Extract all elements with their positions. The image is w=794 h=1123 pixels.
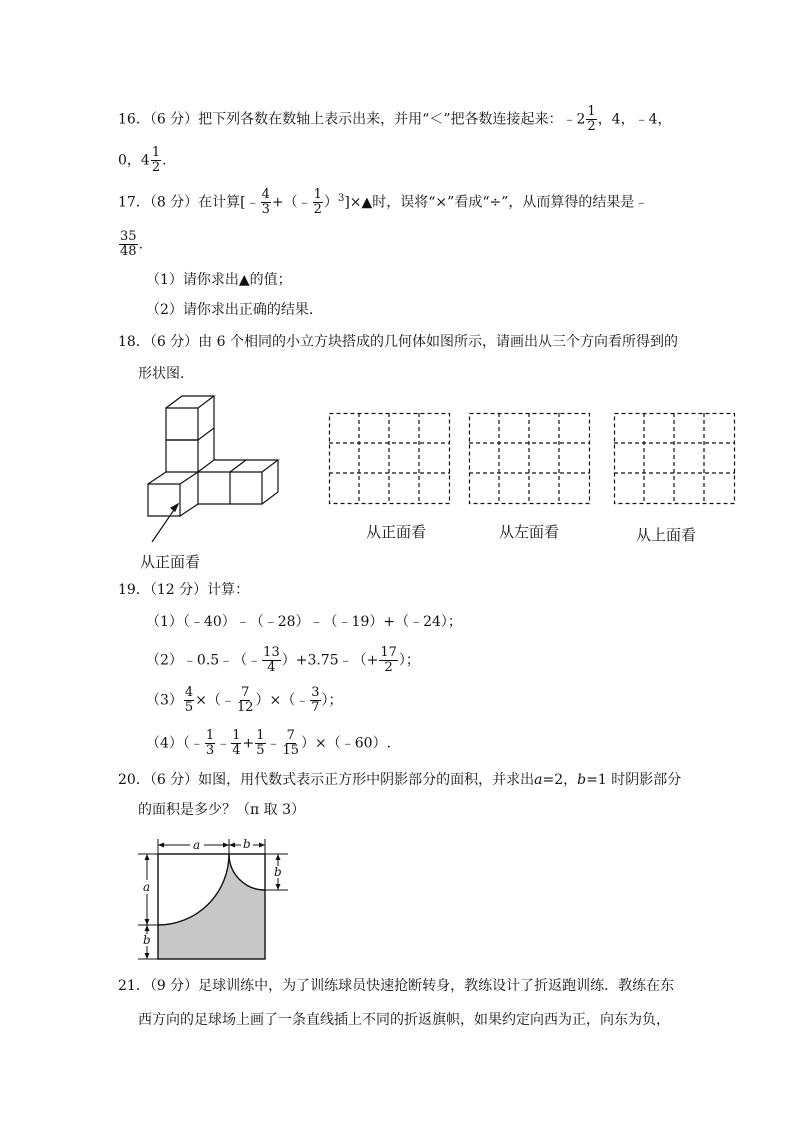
q21-line2: 西方向的足球场上画了一条直线插上不同的折返旗帜，如果约定向西为正，向东为负，: [138, 1012, 670, 1028]
fraction: $\frac{13}{4}$: [263, 645, 280, 675]
fraction: $\frac{3}{7}$: [311, 685, 320, 715]
dim-label-b-left: b: [143, 933, 151, 947]
front-view-grid: [329, 413, 450, 504]
exponent: 3: [337, 192, 345, 204]
fraction: $\frac{4}{3}$: [261, 187, 270, 217]
q16-text: ，4，﹣4，: [597, 111, 672, 128]
q17-sub2: （2）请你求出正确的结果.: [146, 302, 314, 318]
front-view-label: 从正面看: [366, 523, 427, 541]
q21-line1: 21．（9 分）足球训练中，为了训练球员快速抢断转身，教练设计了折返跑训练．教练在东: [118, 978, 675, 994]
q17-text: ]×▲时，误将“×”看成“÷”，从而算得的结果是﹣: [344, 194, 649, 211]
square-shading-figure: [136, 834, 296, 964]
q16-text: 16．（6 分）把下列各数在数轴上表示出来，并用“＜”把各数连接起来：﹣2: [118, 111, 586, 128]
variable-a: a: [534, 772, 543, 788]
q16-text: 0，4: [118, 152, 150, 169]
fraction: $\frac{4}{5}$: [184, 685, 194, 715]
q17-text: ）: [323, 194, 338, 211]
fraction: $\frac{35}{48}$: [120, 229, 137, 259]
q20-line2: 的面积是多少？（π 取 3）: [138, 802, 306, 818]
q19-part3: （3） $\frac{4}{5}$ ×（﹣ $\frac{7}{12}$ ）×（﹣ $\frac{3}{7}$ ）；: [146, 685, 343, 715]
fraction: $\frac{7}{15}$: [282, 728, 300, 758]
q17-line1: [118, 188, 648, 217]
q19-part2: （2）﹣0.5﹣（﹣ $\frac{13}{4}$ ）+3.75﹣（+ $\frac{17}{2}$ ）；: [146, 645, 420, 675]
q17-text: +（﹣: [271, 194, 312, 211]
dim-label-b-right: b: [274, 865, 282, 879]
dim-label-b-top: b: [243, 837, 251, 851]
fraction: $\frac{1}{2}$: [587, 104, 596, 134]
q17-line2: [118, 230, 143, 259]
q17-text: .: [138, 236, 143, 253]
fraction: $\frac{7}{12}$: [236, 685, 254, 715]
q16-line2: [118, 146, 167, 175]
left-view-grid: [469, 413, 590, 504]
top-view-label: 从上面看: [636, 526, 697, 544]
fraction: $\frac{17}{2}$: [380, 645, 397, 675]
solid-view-label: 从正面看: [140, 553, 201, 571]
q20-line1: 20．（6 分）如图，用代数式表示正方形中阴影部分的面积，并求出a=2，b=1 时阴影部分: [118, 772, 682, 788]
fraction: $\frac{1}{3}$: [205, 728, 215, 758]
fraction: $\frac{1}{2}$: [313, 187, 322, 217]
q17-sub1: （1）请你求出▲的值；: [146, 272, 292, 288]
fraction: $\frac{1}{2}$: [151, 145, 161, 175]
variable-b: b: [577, 772, 587, 788]
q18-line1: 18．（6 分）由 6 个相同的小立方块搭成的几何体如图所示，请画出从三个方向看所得到的: [118, 334, 678, 350]
q16-text: .: [162, 152, 167, 169]
fraction: $\frac{1}{5}$: [256, 728, 265, 758]
q16-line1: [118, 105, 672, 134]
cube-solid-figure: [140, 392, 290, 522]
top-view-grid: [614, 413, 735, 504]
fraction: $\frac{1}{4}$: [232, 728, 241, 758]
dim-label-a-left: a: [143, 880, 151, 894]
left-view-label: 从左面看: [499, 523, 560, 541]
q17-text: 17．（8 分）在计算[﹣: [118, 194, 260, 211]
q18-line2: 形状图.: [138, 366, 185, 382]
dim-label-a-top: a: [193, 838, 201, 852]
q19-title: 19．（12 分）计算：: [118, 582, 250, 598]
q19-part1: （1）（﹣40）﹣（﹣28）﹣（﹣19）+（﹣24）；: [146, 614, 462, 630]
q19-part4: （4）（﹣ $\frac{1}{3}$ ﹣ $\frac{1}{4}$ + $\frac{1}{5}$ ﹣ $\frac{7}{15}$ ）×（﹣60）.: [146, 728, 392, 758]
